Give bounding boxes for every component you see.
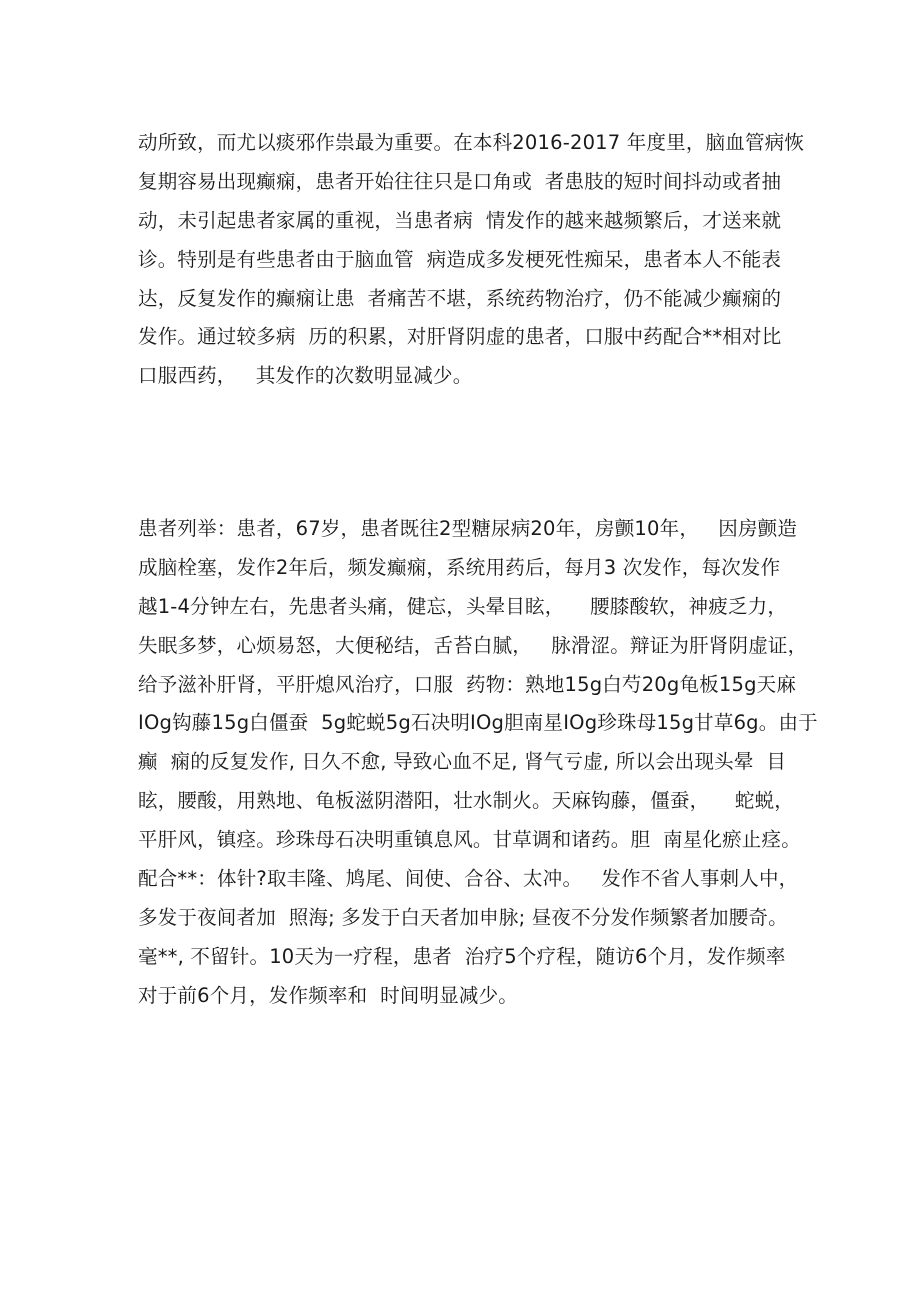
text-line: 配合**：体针?取丰隆、鸠尾、间使、合谷、太冲。 发作不省人事刺人中，: [138, 867, 799, 891]
text-line: 越1-4分钟左右，先患者头痛，健忘，头晕目眩， 腰膝酸软，神疲乏力，: [138, 594, 788, 618]
text-line: 诊。特别是有些患者由于脑血管 病造成多发梗死性痴呆，患者本人不能表: [138, 247, 782, 271]
text-line: 动所致，而尤以痰邪作祟最为重要。在本科2016-2017 年度里，脑血管病恢: [138, 131, 805, 154]
text-line: 平肝风，镇痉。珍珠母石决明重镇息风。甘草调和诸药。胆 南星化瘀止痉。: [138, 828, 801, 852]
text-line: 癫 痫的反复发作, 日久不愈, 导致心血不足, 肾气亏虚, 所以会出现头晕 目: [138, 750, 787, 774]
text-line: 发作。通过较多病 历的积累，对肝肾阴虚的患者，口服中药配合**相对比: [138, 325, 782, 349]
text-line: 患者列举：患者，67岁，患者既往2型糖尿病20年，房颤10年， 因房颤造: [138, 517, 798, 540]
text-line: 毫**, 不留针。10天为一疗程，患者 治疗5个疗程，随访6个月，发作频率: [138, 944, 786, 968]
text-line: 眩，腰酸，用熟地、龟板滋阴潜阳，壮水制火。天麻钩藤，僵蚕， 蛇蜕，: [138, 789, 794, 813]
text-line: 给予滋补肝肾，平肝熄风治疗，口服 药物：熟地15g白芍20g龟板15g天麻: [138, 672, 797, 696]
paragraph-1: [138, 124, 805, 396]
text-line: IOg钩藤15g白僵蚕 5g蛇蜕5g石决明IOg胆南星IOg珍珠母15g甘草6g。由于: [138, 711, 818, 735]
text-line: 达，反复发作的癫痫让患 者痛苦不堪，系统药物治疗，仍不能减少癫痫的: [138, 286, 782, 310]
text-line: 动，未引起患者家属的重视，当患者病 情发作的越来越频繁后，才送来就: [138, 208, 782, 232]
text-line: 多发于夜间者加 照海; 多发于白天者加申脉; 昼夜不分发作频繁者加腰奇。: [138, 905, 788, 929]
paragraph-2: [138, 510, 818, 1016]
text-line: 对于前6个月，发作频率和 时间明显减少。: [138, 983, 519, 1007]
text-line: 失眠多梦，心烦易怒，大便秘结，舌苔白腻， 脉滑涩。辩证为肝肾阴虚证，: [138, 633, 808, 657]
text-line: 口服西药， 其发作的次数明显减少。: [138, 364, 473, 388]
text-line: 复期容易出现癫痫，患者开始往往只是口角或 者患肢的短时间抖动或者抽: [138, 169, 782, 193]
text-line: 成脑栓塞，发作2年后，频发癫痫，系统用药后，每月3 次发作，每次发作: [138, 555, 781, 579]
